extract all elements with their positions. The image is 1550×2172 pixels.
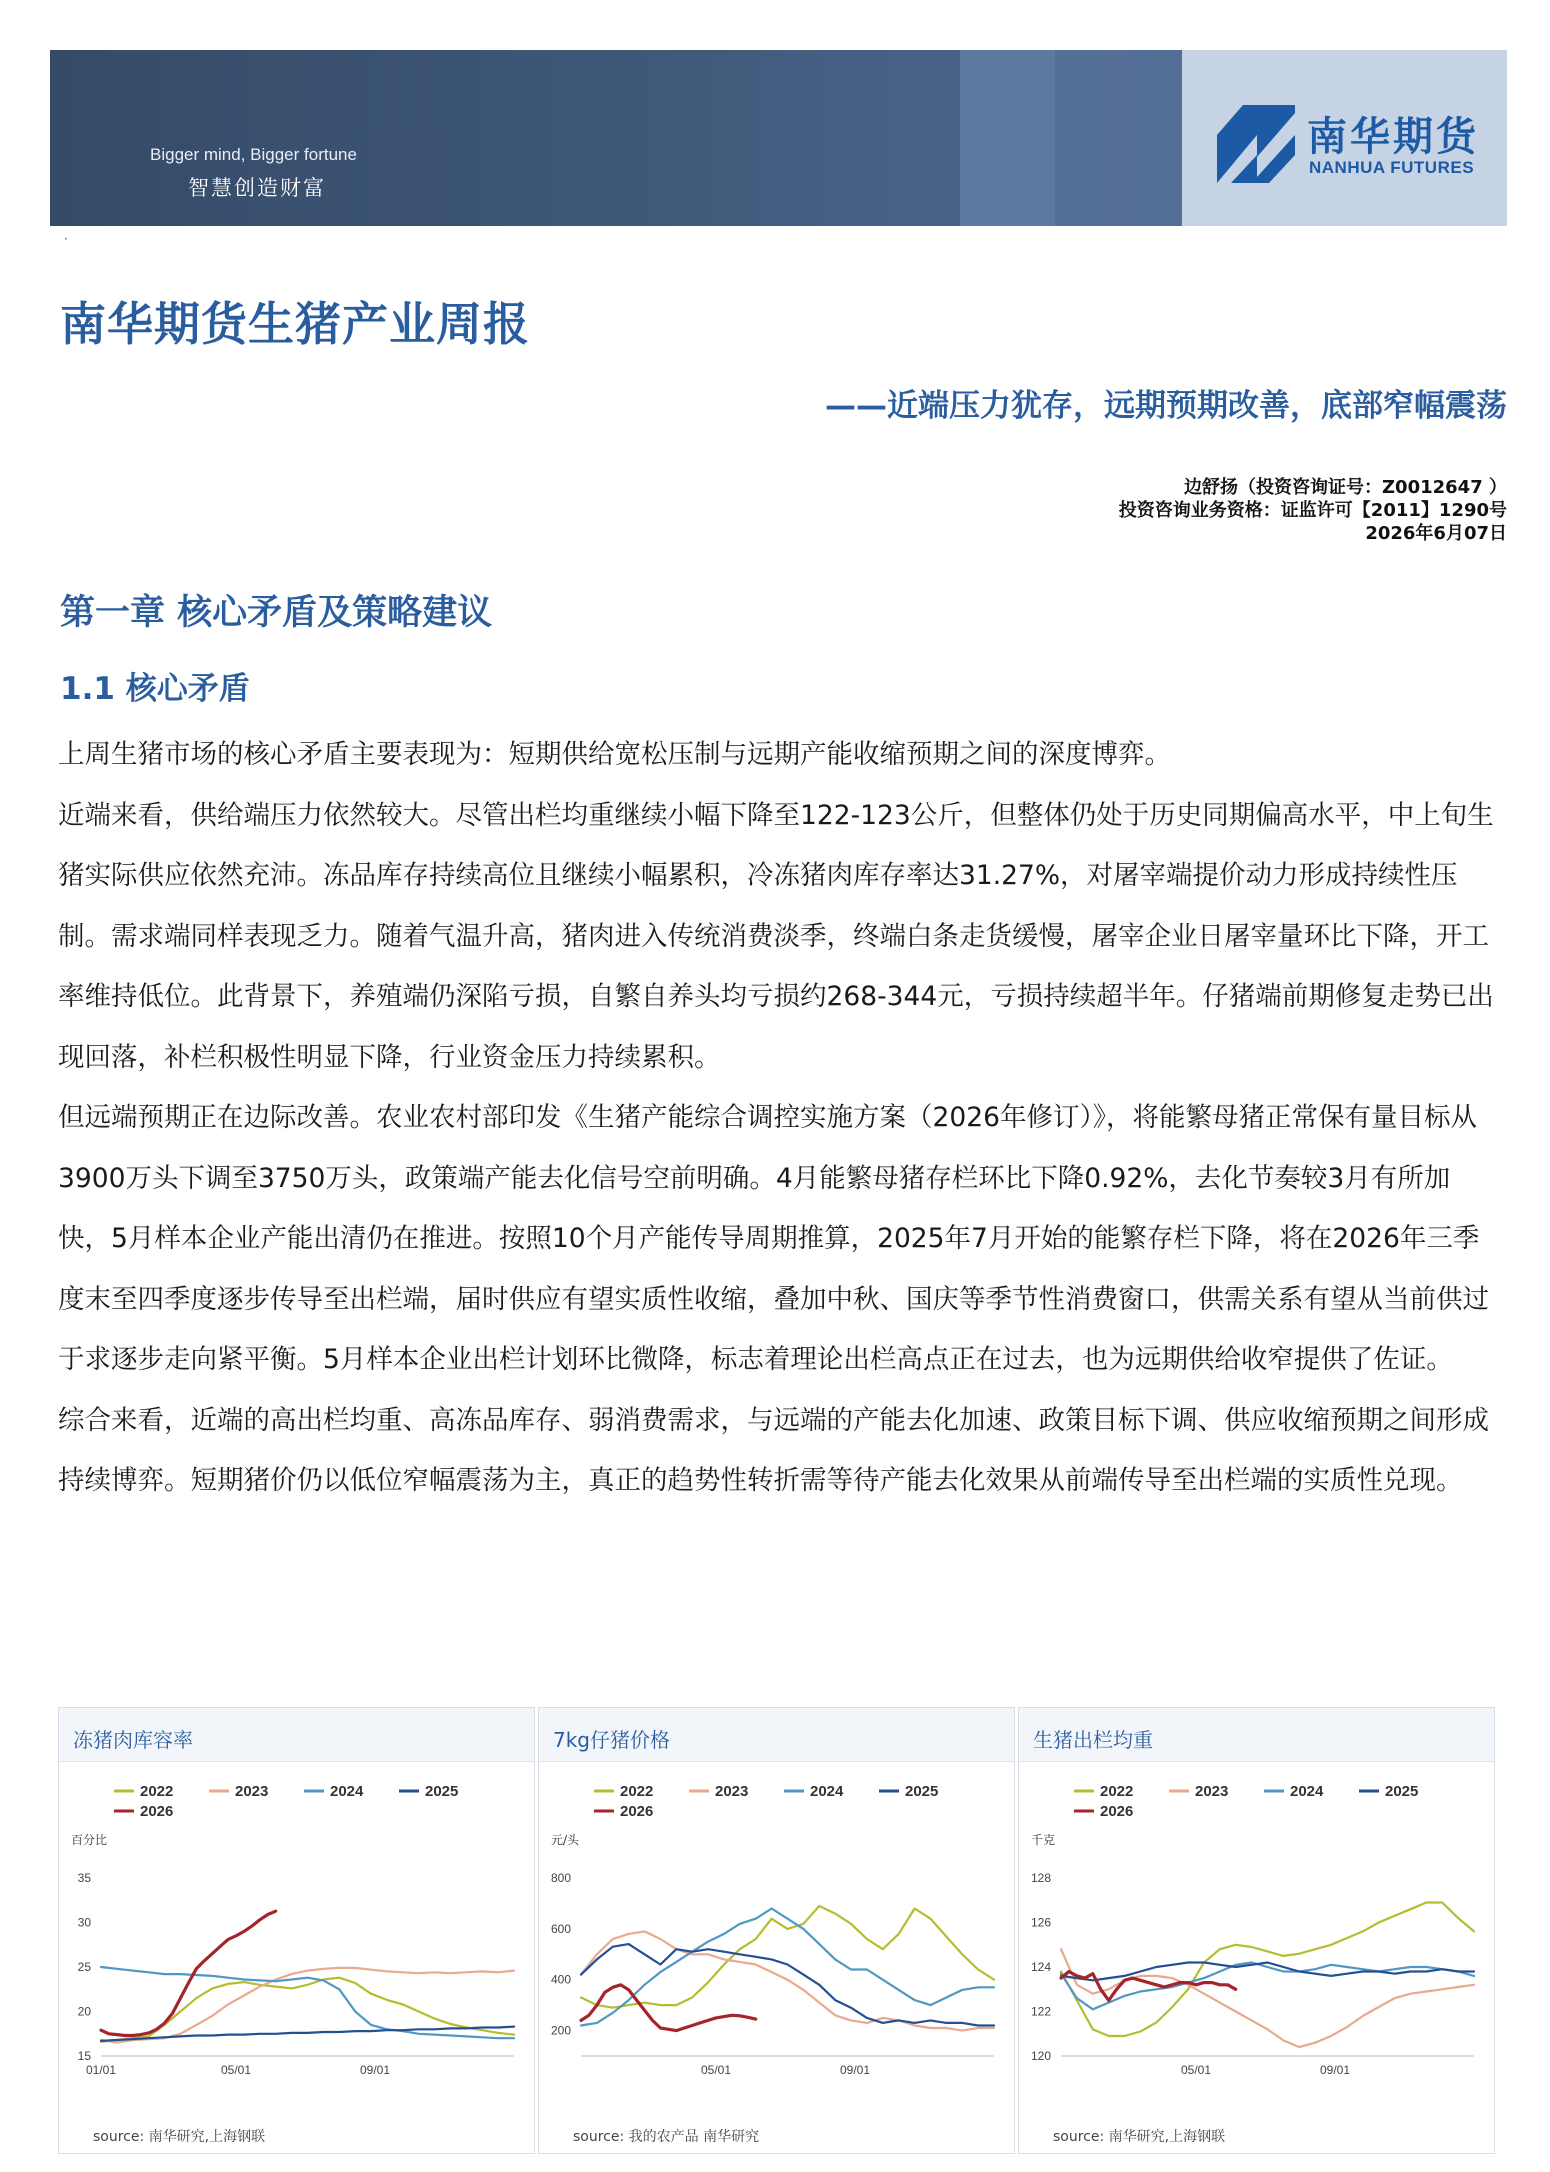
y-tick-label: 200 [550, 2023, 571, 2038]
logo-text-cn: 南华期货 [1307, 114, 1479, 160]
series-line-2023 [581, 1931, 994, 2030]
y-tick-label: 15 [77, 2049, 91, 2063]
legend-label: 2024 [330, 1783, 364, 1800]
y-tick-label: 128 [1030, 1871, 1051, 1885]
legend-label: 2025 [1385, 1783, 1419, 1800]
paragraph: 但远端预期正在边际改善。农业农村部印发《生猪产能综合调控实施方案（2026年修订）》，将能繁母猪正常保有量目标从3900万头下调至3750万头，政策端产能去化信号空前明确。4月能繁母猪存栏环比下降0.92%，去化节奏较3月有所加快，5月样本企业产能出清仍在推进。按照10个月产能传导周期推算，2025年7月开始的能繁存栏下降，将在2026年三季度末至四季度逐步传导至出栏端，届时供应有望实质性收缩，叠加中秋、国庆等季节性消费窗口，供需关系有望从当前供过于求逐步走向紧平衡。5月样本企业出栏计划环比微降，标志着理论出栏高点正在过去，也为远期供给收窄提供了佐证。 [58, 1102, 1489, 1375]
x-tick-label: 09/01 [1319, 2063, 1351, 2077]
x-tick-label: 09/01 [359, 2063, 391, 2077]
chart-frozen-pork [59, 1768, 536, 2118]
series-line-2022 [581, 1906, 994, 2008]
qualification-line: 投资咨询业务资格：证监许可【2011】1290号 [1118, 500, 1507, 521]
legend-label: 2025 [425, 1783, 459, 1800]
legend-label: 2022 [140, 1783, 174, 1800]
series-line-2023 [101, 1968, 514, 2043]
y-tick-label: 30 [77, 1915, 91, 1930]
slogan-chinese: 智慧创造财富 [188, 176, 326, 200]
nanhua-logo-icon [1217, 105, 1295, 183]
legend-label: 2023 [1195, 1783, 1229, 1800]
chart-source: source: 南华研究,上海钢联 [1053, 2129, 1226, 2145]
body-text [58, 725, 1498, 1512]
x-tick-label: 01/01 [85, 2063, 117, 2077]
y-tick-label: 25 [77, 1960, 91, 1974]
legend-label: 2026 [1100, 1803, 1134, 1820]
chart-source: source: 南华研究,上海钢联 [93, 2129, 266, 2145]
y-tick-label: 400 [550, 1972, 571, 1987]
y-axis-unit: 千克 [1031, 1833, 1056, 1847]
legend-label: 2026 [140, 1803, 174, 1820]
section-heading: 1.1 核心矛盾 [60, 671, 250, 707]
author-line: 边舒扬（投资咨询证号：Z0012647 ） [1184, 477, 1507, 498]
y-tick-label: 120 [1030, 2049, 1051, 2063]
chart-title: 7kg仔猪价格 [553, 1728, 671, 1752]
legend-label: 2022 [620, 1783, 654, 1800]
author-block [1119, 476, 1507, 545]
series-line-2024 [1061, 1963, 1474, 2010]
series-line-2022 [1061, 1903, 1474, 2037]
y-axis-unit: 百分比 [71, 1833, 108, 1847]
x-tick-label: 05/01 [221, 2063, 252, 2077]
chart-title: 生猪出栏均重 [1033, 1728, 1153, 1752]
logo-text-en: NANHUA FUTURES [1309, 158, 1475, 177]
logo-panel [1182, 50, 1507, 226]
y-tick-label: 126 [1030, 1915, 1051, 1930]
paragraph: 近端来看，供给端压力依然较大。尽管出栏均重继续小幅下降至122-123公斤，但整体仍处于历史同期偏高水平，中上旬生猪实际供应依然充沛。冻品库存持续高位且继续小幅累积，冷冻猪肉库存率达31.27%，对屠宰端提价动力形成持续性压制。需求端同样表现乏力。随着气温升高，猪肉进入传统消费淡季，终端白条走货缓慢，屠宰企业日屠宰量环比下降，开工率维持低位。此背景下，养殖端仍深陷亏损，自繁自养头均亏损约268-344元，亏损持续超半年。仔猪端前期修复走势已出现回落，补栏积极性明显下降，行业资金压力持续累积。 [58, 799, 1494, 1073]
slogan-english: Bigger mind, Bigger fortune [150, 145, 357, 164]
report-subtitle: ——近端压力犹存，远期预期改善，底部窄幅震荡 [825, 388, 1507, 424]
header-banner [50, 50, 1507, 226]
report-title: 南华期货生猪产业周报 [60, 297, 530, 351]
x-tick-label: 05/01 [1181, 2063, 1212, 2077]
series-line-2026 [101, 1911, 276, 2035]
chart-hog-weight [1019, 1768, 1496, 2118]
y-tick-label: 600 [550, 1921, 571, 1936]
legend-label: 2024 [810, 1783, 844, 1800]
chart-piglet-price [539, 1768, 1016, 2118]
x-tick-label: 05/01 [701, 2063, 732, 2077]
x-tick-label: 09/01 [839, 2063, 871, 2077]
legend-label: 2025 [905, 1783, 939, 1800]
small-dot: · [64, 232, 68, 246]
legend-label: 2023 [235, 1783, 269, 1800]
paragraph: 上周生猪市场的核心矛盾主要表现为：短期供给宽松压制与远期产能收缩预期之间的深度博弈。 [58, 739, 1171, 770]
legend-label: 2023 [715, 1783, 749, 1800]
chart-title: 冻猪肉库容率 [73, 1728, 193, 1752]
chart-panel-frozen-pork [58, 1707, 535, 2154]
y-tick-label: 124 [1030, 1960, 1051, 1974]
chart-panel-hog-weight [1018, 1707, 1495, 2154]
chart-panel-piglet-price [538, 1707, 1015, 2154]
chapter-heading: 第一章 核心矛盾及策略建议 [60, 593, 493, 633]
y-tick-label: 20 [77, 2004, 91, 2019]
y-axis-unit: 元/头 [551, 1833, 580, 1847]
report-date: 2026年6月07日 [1365, 523, 1507, 544]
legend-label: 2026 [620, 1803, 654, 1820]
chart-source: source: 我的农产品 南华研究 [573, 2129, 760, 2145]
y-tick-label: 35 [77, 1871, 91, 1885]
y-tick-label: 122 [1030, 2004, 1051, 2019]
paragraph: 综合来看，近端的高出栏均重、高冻品库存、弱消费需求，与远端的产能去化加速、政策目标下调、供应收缩预期之间形成持续博弈。短期猪价仍以低位窄幅震荡为主，真正的趋势性转折需等待产能去化效果从前端传导至出栏端的实质性兑现。 [58, 1404, 1489, 1496]
legend-label: 2022 [1100, 1783, 1134, 1800]
banner-stripe [960, 50, 1055, 226]
y-tick-label: 800 [550, 1871, 571, 1885]
legend-label: 2024 [1290, 1783, 1324, 1800]
series-line-2023 [1061, 1949, 1474, 2047]
series-line-2025 [1061, 1963, 1474, 1981]
